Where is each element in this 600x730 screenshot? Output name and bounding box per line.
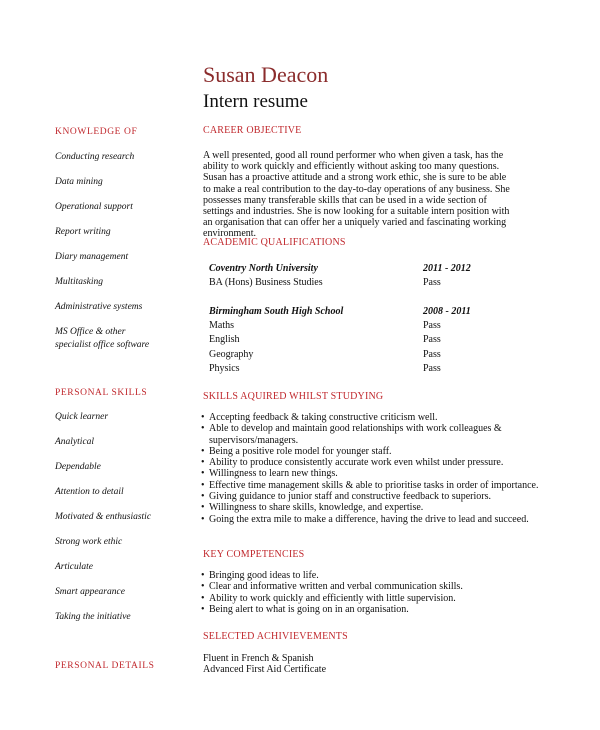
personal-details-heading: PERSONAL DETAILS: [55, 661, 155, 671]
skills-studying-list: [201, 412, 541, 525]
list-item: • Being a positive role model for younger staff.: [201, 446, 541, 457]
list-item: • Willingness to share skills, knowledge, and expertise.: [201, 502, 541, 513]
list-item: • Bringing good ideas to life.: [201, 570, 541, 581]
skill-item: Strong work ethic: [55, 537, 123, 547]
skill-item: Quick learner: [55, 412, 109, 422]
list-item: • Clear and informative written and verbal communication skills.: [201, 581, 541, 592]
knowledge-item: Multitasking: [55, 277, 104, 287]
knowledge-item: Data mining: [55, 177, 103, 187]
academic-row: BA (Hons) Business Studies Pass: [209, 277, 441, 288]
achievements-heading: SELECTED ACHIVIEVEMENTS: [203, 631, 348, 642]
career-objective-heading: CAREER OBJECTIVE: [203, 125, 302, 136]
knowledge-item: specialist office software: [55, 340, 150, 350]
academic-heading: ACADEMIC QUALIFICATIONS: [203, 237, 346, 248]
list-item: • Ability to work quickly and efficiently with little supervision.: [201, 593, 541, 604]
list-item: • Ability to produce consistently accurate work even whilst under pressure.: [201, 457, 541, 468]
knowledge-item: Report writing: [55, 227, 111, 237]
skill-item: Articulate: [55, 562, 93, 572]
academic-row: Physics Pass: [209, 363, 441, 374]
list-item: • Being alert to what is going on in an organisation.: [201, 604, 541, 615]
academic-row: Coventry North University 2011 - 2012: [209, 263, 471, 274]
knowledge-item: Operational support: [55, 202, 133, 212]
knowledge-item: Conducting research: [55, 152, 135, 162]
knowledge-item: Administrative systems: [55, 302, 143, 312]
resume-subtitle: Intern resume: [203, 91, 308, 112]
list-item: • Accepting feedback & taking constructive criticism well.: [201, 412, 541, 423]
skill-item: Motivated & enthusiastic: [55, 512, 152, 522]
academic-row: English Pass: [209, 334, 441, 345]
knowledge-heading: KNOWLEDGE OF: [55, 127, 138, 137]
list-item: • Willingness to learn new things.: [201, 468, 541, 479]
knowledge-item: Diary management: [55, 252, 129, 262]
skill-item: Attention to detail: [55, 487, 124, 497]
competencies-heading: KEY COMPETENCIES: [203, 549, 305, 560]
achievement-item: Advanced First Aid Certificate: [203, 664, 327, 675]
personal-skills-heading: PERSONAL SKILLS: [55, 388, 148, 398]
list-item: • Effective time management skills & able to prioritise tasks in order of importance.: [201, 480, 541, 491]
skill-item: Dependable: [55, 462, 101, 472]
knowledge-item: MS Office & other: [55, 327, 126, 337]
competencies-list: [201, 570, 541, 615]
candidate-name: Susan Deacon: [203, 62, 329, 87]
skills-studying-heading: SKILLS AQUIRED WHILST STUDYING: [203, 391, 384, 402]
academic-row: Geography Pass: [209, 349, 441, 360]
skill-item: Analytical: [55, 437, 95, 447]
academic-row: Birmingham South High School 2008 - 2011: [209, 306, 471, 317]
achievement-item: Fluent in French & Spanish: [203, 653, 314, 664]
list-item: • Giving guidance to junior staff and constructive feedback to superiors.: [201, 491, 541, 502]
academic-row: Maths Pass: [209, 320, 441, 331]
list-item: • Able to develop and maintain good relationships with work colleagues & supervisors/managers.: [201, 423, 541, 446]
career-objective-text: A well presented, good all round performer who when given a task, has the ability to work quickly and efficiently without asking too many questions. Susan has a proactive attitude and a strong work ethic, she is sure to be able to make a real contribution to the day-to-day operations of any business. She possesses many transferable skills that can be used in a wide section of settings and industries. She is now looking for a suitable intern position with an organisation that can offer her a uniquely varied and fascinating working environment.: [203, 150, 510, 240]
list-item: • Going the extra mile to make a difference, having the drive to lead and succeed.: [201, 514, 541, 525]
skill-item: Taking the initiative: [55, 612, 131, 622]
skill-item: Smart appearance: [55, 587, 125, 597]
